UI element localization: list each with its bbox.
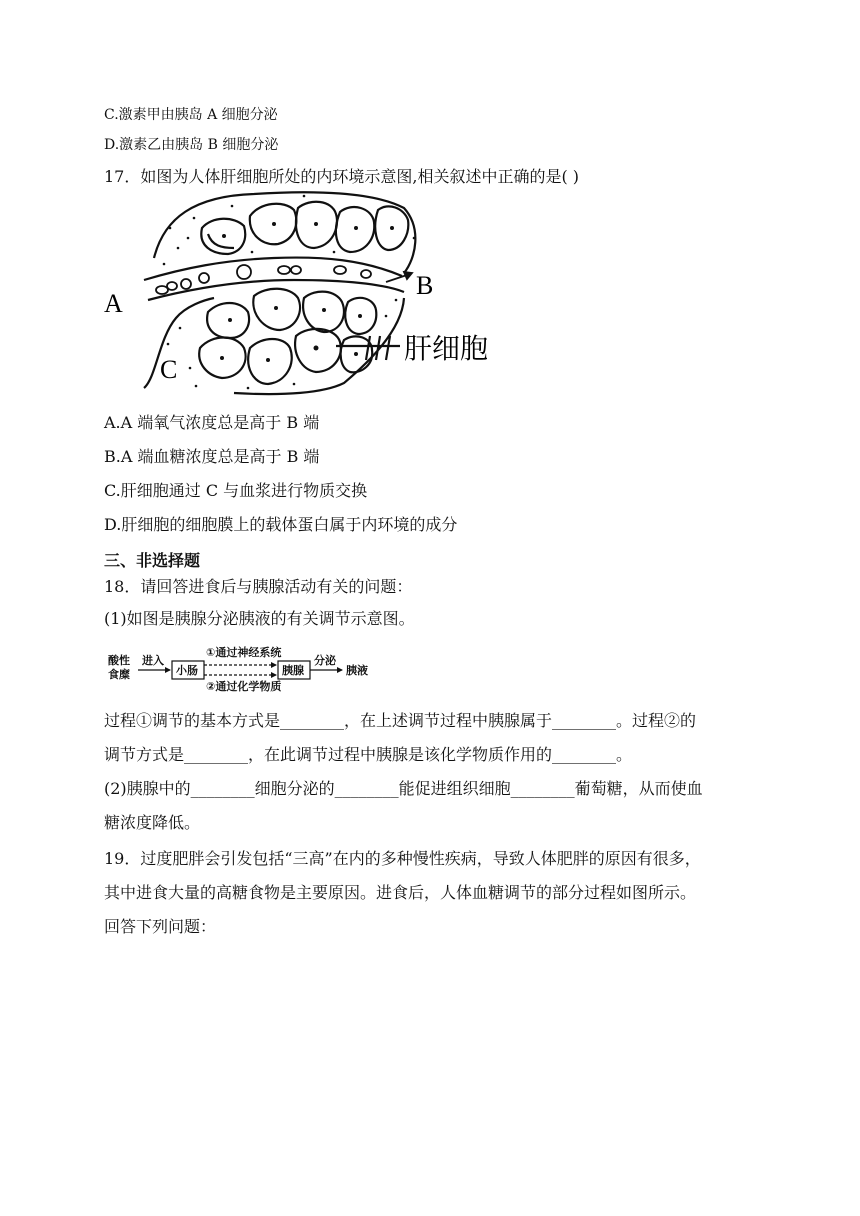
q18-part1-intro: (1)如图是胰腺分泌胰液的有关调节示意图。 [104,609,415,628]
q17-option-b: B.A 端血糖浓度总是高于 B 端 [104,447,320,466]
q16-option-d: D.激素乙由胰岛 B 细胞分泌 [104,137,279,153]
diagram-box-pancreas: 胰腺 [282,664,304,677]
diagram-source-line2: 食糜 [108,668,130,681]
q18-part1-line2: 调节方式是________，在此调节过程中胰腺是该化学物质作用的________。 [104,745,633,764]
diagram-secrete-label: 分泌 [314,654,336,667]
q18-part2-line1: (2)胰腺中的________细胞分泌的________能促进组织细胞________葡萄糖，从而使血 [104,779,703,798]
diagram-path1-label: ①通过神经系统 [206,646,282,659]
q18-stem: 18．请回答进食后与胰腺活动有关的问题： [104,577,413,596]
section-heading: 三、非选择题 [104,551,201,570]
q18-part2-line2: 糖浓度降低。 [104,813,201,832]
q17-stem: 17．如图为人体肝细胞所处的内环境示意图,相关叙述中正确的是( ) [104,167,580,186]
q18-part1-line1: 过程①调节的基本方式是________，在上述调节过程中胰腺属于________。过程②的 [104,711,697,730]
figure-label-b: B [416,271,434,300]
q19-line2: 其中进食大量的高糖食物是主要原因。进食后，人体血糖调节的部分过程如图所示。 [104,883,697,902]
figure-label-c: C [160,355,178,384]
diagram-enter-label: 进入 [142,654,164,667]
liver-cell-environment-figure [104,188,504,398]
q17-option-d: D.肝细胞的细胞膜上的载体蛋白属于内环境的成分 [104,515,458,534]
figure-label-liver-cell: 肝细胞 [404,332,489,365]
figure-label-a: A [104,289,123,318]
q16-option-c: C.激素甲由胰岛 A 细胞分泌 [104,107,278,123]
q19-line3: 回答下列问题： [104,917,217,936]
pancreas-regulation-diagram [104,644,374,692]
q17-option-c: C.肝细胞通过 C 与血浆进行物质交换 [104,481,368,500]
diagram-source-line1: 酸性 [108,654,130,667]
q17-option-a: A.A 端氧气浓度总是高于 B 端 [104,413,320,432]
diagram-path2-label: ②通过化学物质 [206,680,282,692]
diagram-box-small-intestine: 小肠 [176,664,198,677]
q19-line1: 19．过度肥胖会引发包括“三高”在内的多种慢性疾病，导致人体肥胖的原因有很多， [104,849,701,868]
diagram-product-label: 胰液 [346,664,368,677]
